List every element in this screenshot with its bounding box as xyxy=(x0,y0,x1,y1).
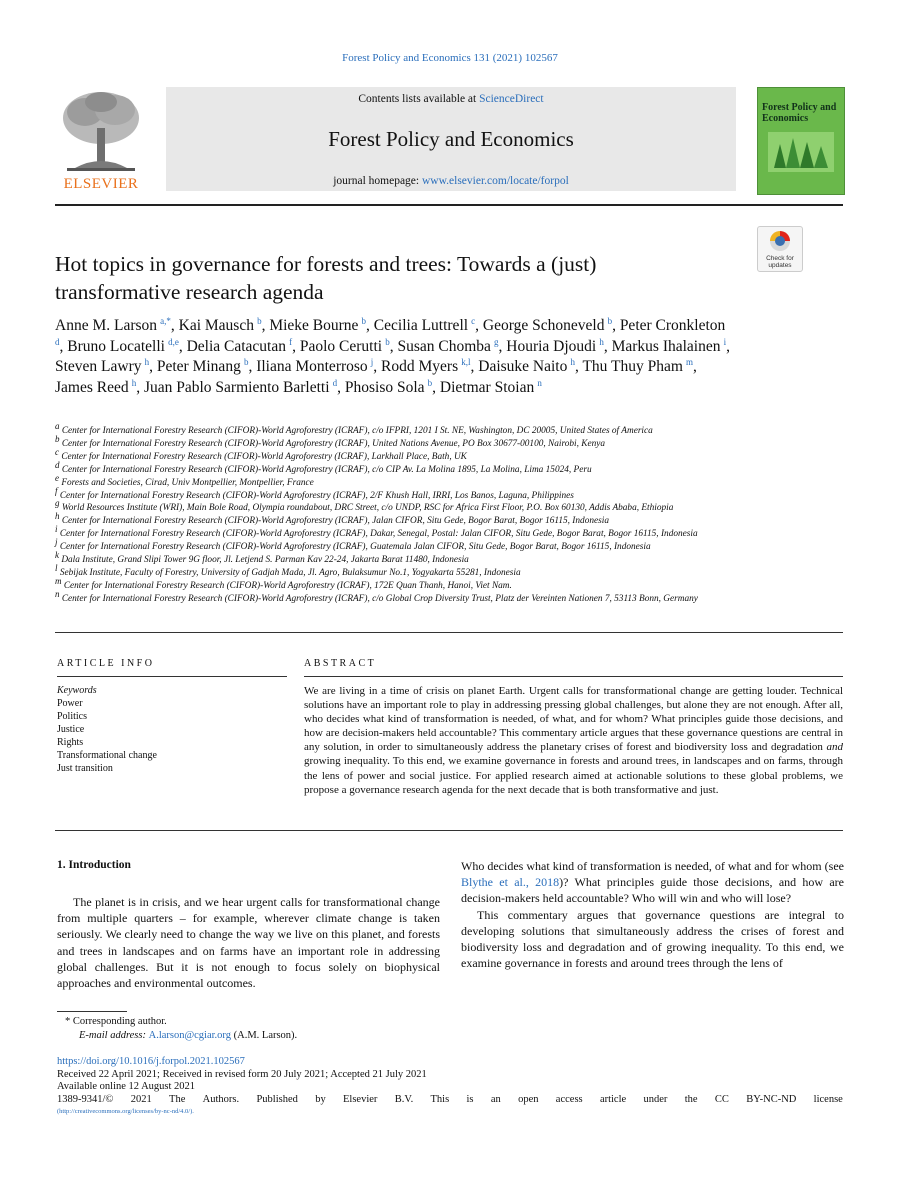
affiliation-text: Center for International Forestry Research (CIFOR)-World Agroforestry (ICRAF), Guatemala Jalan CIFOR, Situ Gede, Bogor Barat, Bogor 16115, Indonesia xyxy=(57,542,651,553)
author-entry xyxy=(55,379,136,396)
affiliation-text: Sebijak Institute, Faculty of Forestry, University of Gadjah Mada, Jl. Agro, Bulaksumur No.1, Yogyakarta 55281, Indonesia xyxy=(57,567,521,578)
author-name: Mieke Bourne xyxy=(269,317,359,334)
author-affiliation-marker[interactable]: j xyxy=(370,356,374,367)
author-name: Markus Ihalainen xyxy=(611,337,721,355)
affiliation-item xyxy=(55,472,855,490)
author-entry xyxy=(300,338,390,355)
author-entry xyxy=(582,358,693,375)
journal-citation[interactable]: Forest Policy and Economics 131 (2021) 102567 xyxy=(342,52,558,64)
affiliation-text: Center for International Forestry Research (CIFOR)-World Agroforestry (ICRAF), c/o IFPRI, 1201 I St. NE, Washington, DC 20005, United States of America xyxy=(59,426,653,436)
intro-paragraph: The planet is in crisis, and we hear urgent calls for transformational change from multiple quarters – for example, wherever climate change is taken seriously. We clearly need to change the way we live on this planet, and forests and trees in landscapes and on farms have an important role in addressing global challenges. But it is not enough to focus solely on biophysical approaches and environmental outcomes. xyxy=(57,895,440,991)
author-affiliation-marker[interactable]: b xyxy=(257,315,262,326)
author-affiliation-marker[interactable]: m xyxy=(686,356,694,367)
author-affiliation-marker[interactable]: f xyxy=(289,336,293,347)
author-name: Delia Catacutan xyxy=(186,337,286,355)
author-entry xyxy=(506,338,604,355)
cover-title: Forest Policy and Economics xyxy=(762,102,837,124)
author-list: Anne M. Larson $^{a,*}$, Kai Mausch $^b$, Mieke Bourne $^b$, Cecilia Luttrell $^c$, George Schoneveld $^b$, Peter Cronkleton $^d$, Bruno Locatelli $^{d,e}$, Delia Catacutan $^f$, Paolo Cerutti $^b$, Susan Chomba $^g$, Houria Djoudi $^h$, Markus Ihalainen $^i$, Steven Lawry $^h$, Peter Minang $^b$, Iliana Monterroso $^j$, Rodd Myers $^{k,l}$, Daisuke Naito $^h$, Thu Thuy Pham $^m$, James Reed $^h$, Juan Pablo Sarmiento Barletti $^d$, Phosiso Sola $^b$, Dietmar Stoian $^n$ xyxy=(55,315,730,396)
author-entry xyxy=(55,317,171,334)
affiliation-item xyxy=(55,511,855,528)
license-word: 1389-9341/© xyxy=(57,1093,114,1105)
keyword: Transformational change xyxy=(57,750,157,761)
author-entry xyxy=(381,358,470,375)
author-name: Daisuke Naito xyxy=(478,358,568,375)
author-affiliation-marker[interactable]: b xyxy=(243,356,249,367)
article-title: Hot topics in governance for forests and trees: Towards a (just) transformative research agenda xyxy=(55,252,597,304)
journal-cover-image xyxy=(757,87,845,195)
author-name: Rodd Myers xyxy=(381,358,459,375)
author-affiliation-marker[interactable]: d,e xyxy=(168,336,179,347)
affiliation-letter: c xyxy=(55,446,59,457)
article-info-rule xyxy=(57,676,287,677)
author-name: Thu Thuy Pham xyxy=(582,358,683,375)
author-entry xyxy=(345,379,432,396)
author-affiliation-marker[interactable]: b xyxy=(427,377,433,388)
author-entry xyxy=(157,358,249,375)
affiliation-letter: f xyxy=(55,485,58,496)
license-word: the xyxy=(684,1093,698,1105)
section-rule xyxy=(55,632,843,633)
affiliation-item xyxy=(55,549,855,567)
author-affiliation-marker[interactable]: d xyxy=(332,377,338,388)
author-affiliation-marker[interactable]: b xyxy=(361,315,367,326)
affiliation-letter: k xyxy=(55,549,59,560)
contents-line: Contents lists available at ScienceDirect xyxy=(358,93,544,105)
author-entry xyxy=(144,379,337,396)
license-line xyxy=(57,1094,843,1107)
author-name: George Schoneveld xyxy=(482,317,605,334)
affiliation-item xyxy=(55,420,855,438)
article-info-heading: ARTICLE INFO xyxy=(57,658,155,669)
affiliation-text: Center for International Forestry Research (CIFOR)-World Agroforestry (ICRAF), 2/F Khush Hall, IRRI, Los Banos, Laguna, Philippines xyxy=(57,490,574,501)
affiliation-text: Forests and Societies, Cirad, Univ Montpellier, Montpellier, France xyxy=(59,477,314,488)
license-word: article xyxy=(599,1093,627,1105)
author-name: Bruno Locatelli xyxy=(67,337,165,355)
abstract-heading: ABSTRACT xyxy=(304,658,377,669)
author-name: Steven Lawry xyxy=(55,358,142,375)
license-word: This xyxy=(430,1093,450,1105)
author-affiliation-marker[interactable]: h xyxy=(599,336,604,347)
author-entry xyxy=(67,338,179,355)
blythe-citation-link[interactable]: Blythe et al., 2018 xyxy=(461,875,560,890)
license-word: by xyxy=(315,1093,326,1105)
journal-masthead xyxy=(166,87,736,191)
license-word: access xyxy=(555,1093,583,1105)
affiliation-letter: h xyxy=(55,511,60,522)
header-rule xyxy=(55,204,843,206)
email-line: E-mail address: A.larson@cgiar.org (A.M. Larson). xyxy=(79,1030,298,1041)
article-footer xyxy=(57,1056,843,1119)
affiliation-item xyxy=(55,562,855,580)
author-name: James Reed xyxy=(55,378,129,396)
footnote-rule xyxy=(57,1011,127,1012)
received-dates: Received 22 April 2021; Received in revised form 20 July 2021; Accepted 21 July 2021 xyxy=(57,1068,427,1080)
author-entry xyxy=(440,379,542,396)
author-name: Dietmar Stoian xyxy=(439,378,535,396)
affiliation-text: Center for International Forestry Research (CIFOR)-World Agroforestry (ICRAF), Larkhall Place, Bath, UK xyxy=(59,451,467,462)
author-entry xyxy=(374,317,475,334)
author-name: Phosiso Sola xyxy=(344,378,425,396)
author-affiliation-marker[interactable]: g xyxy=(494,336,499,347)
intro-right-column xyxy=(461,858,844,971)
affiliation-letter: g xyxy=(55,498,60,509)
affiliation-text: Center for International Forestry Research (CIFOR)-World Agroforestry (ICRAF), 172E Quan Thanh, Hanoi, Viet Nam. xyxy=(61,580,512,591)
affiliation-item xyxy=(55,433,855,451)
sciencedirect-link[interactable]: ScienceDirect xyxy=(479,93,544,105)
author-entry xyxy=(397,338,498,355)
license-url-link[interactable]: (http://creativecommons.org/licenses/by-nc-nd/4.0/). xyxy=(57,1108,194,1115)
license-word: CC xyxy=(714,1093,729,1105)
affiliation-item xyxy=(55,459,855,477)
affiliation-text: Center for International Forestry Research (CIFOR)-World Agroforestry (ICRAF), Jalan CIFOR, Situ Gede, Bogor Barat, Bogor 16115, Indonesia xyxy=(59,516,609,527)
affiliation-letter: a xyxy=(55,420,60,431)
author-name: Peter Minang xyxy=(156,358,241,375)
license-word: open xyxy=(518,1093,539,1105)
affiliation-letter: j xyxy=(55,537,58,548)
doi-link[interactable]: https://doi.org/10.1016/j.forpol.2021.102567 xyxy=(57,1056,245,1067)
author-name: Cecilia Luttrell xyxy=(373,317,469,334)
homepage-line: journal homepage: www.elsevier.com/locate/forpol xyxy=(333,175,569,187)
author-name: Paolo Cerutti xyxy=(299,337,383,355)
footnote xyxy=(57,1015,297,1043)
author-affiliation-marker[interactable]: k,l xyxy=(461,356,471,367)
keywords-block xyxy=(57,684,287,775)
affiliation-list xyxy=(55,420,855,606)
author-entry xyxy=(269,317,366,334)
keyword-list xyxy=(57,697,287,775)
author-name: Kai Mausch xyxy=(178,317,254,334)
author-entry xyxy=(187,338,293,355)
author-affiliation-marker[interactable]: h xyxy=(144,356,150,367)
license-word: BY-NC-ND xyxy=(746,1093,797,1105)
affiliation-item xyxy=(55,537,855,554)
affiliation-letter: e xyxy=(55,472,59,483)
license-word: Published xyxy=(256,1093,298,1105)
license-word: Authors. xyxy=(202,1093,240,1105)
corresponding-author-note: * Corresponding author. xyxy=(65,1016,167,1027)
license-word: license xyxy=(813,1093,843,1105)
author-affiliation-marker[interactable]: d xyxy=(55,336,60,347)
introduction-heading: 1. Introduction xyxy=(57,859,131,871)
intro-paragraph: This commentary argues that governance questions are integral to developing solutions that simultaneously address the crises of forest and biodiversity loss and degradation and of growing inequality. To this end, we examine governance in forests and around trees through the lens of xyxy=(461,907,844,971)
author-name: Susan Chomba xyxy=(397,337,491,355)
affiliation-item xyxy=(55,524,855,541)
author-name: Anne M. Larson xyxy=(55,317,158,334)
author-entry xyxy=(612,338,727,355)
author-affiliation-marker[interactable]: c xyxy=(471,315,476,326)
keyword: Power xyxy=(57,698,83,709)
author-affiliation-marker[interactable]: h xyxy=(131,377,137,388)
crossmark-icon xyxy=(769,230,791,252)
author-name: Iliana Monterroso xyxy=(256,358,368,375)
affiliation-item xyxy=(55,446,855,464)
author-affiliation-marker[interactable]: a,* xyxy=(160,315,171,326)
license-word: 2021 xyxy=(130,1093,152,1105)
abstract-bottom-rule xyxy=(55,830,843,831)
publisher-name: ELSEVIER xyxy=(63,176,139,192)
affiliation-letter: m xyxy=(55,575,62,586)
license-word: Elsevier xyxy=(343,1093,378,1105)
author-affiliation-marker[interactable]: h xyxy=(570,356,575,367)
keyword: Justice xyxy=(57,724,85,735)
affiliation-text: Dala Institute, Grand Slipi Tower 9G floor, Jl. Letjend S. Parman Kav 22-24, Jakarta Barat 11480, Indonesia xyxy=(59,555,469,566)
affiliation-letter: n xyxy=(55,588,60,599)
affiliation-item xyxy=(55,575,855,593)
affiliation-letter: b xyxy=(55,433,60,444)
abstract-rule xyxy=(304,676,843,677)
keyword: Politics xyxy=(57,711,88,722)
affiliation-text: World Resources Institute (WRI), Main Bole Road, Olympia roundabout, DRC Street, c/o UNDP, RSC for Africa First Floor, P.O. Box 60130, Addis Ababa, Ethiopia xyxy=(59,503,674,514)
abstract-text: We are living in a time of crisis on planet Earth. Urgent calls for transformational change are getting louder. Technical solutions have an important role to play in addressing pressing global challenges, but alone they are not enough. After all, who decides what kind of transformation is needed, of what, and for whom? What principles guide those decisions, and how are decision-makers held accountable? This commentary article argues that these governance questions are central in any solution, in order to simultaneously address the planetary crises of forest and biodiversity loss and degradation and growing inequality. To this end, we examine governance in forests and around trees, in landscapes and on farms, through the lens of power and social justice. For applied research aimed at actionable solutions to these global problems, we propose a governance research agenda for the next decade that is both transformative and just. xyxy=(304,685,843,796)
keywords-label: Keywords xyxy=(57,685,97,696)
email-link[interactable]: A.larson@cgiar.org xyxy=(148,1030,231,1041)
affiliation-text: Center for International Forestry Research (CIFOR)-World Agroforestry (ICRAF), United Nations Avenue, PO Box 30677-00100, Nairobi, Kenya xyxy=(59,438,606,449)
license-word: B.V. xyxy=(394,1093,414,1105)
affiliation-text: Center for International Forestry Research (CIFOR)-World Agroforestry (ICRAF), Dakar, Senegal, Postal: Jalan CIFOR, Situ Gede, Bogor Barat, Bogor 16115, Indonesia xyxy=(57,529,698,540)
author-affiliation-marker[interactable]: b xyxy=(385,336,390,347)
author-entry xyxy=(55,358,149,375)
available-online: Available online 12 August 2021 xyxy=(57,1081,196,1092)
author-name: Houria Djoudi xyxy=(506,337,597,355)
affiliation-text: Center for International Forestry Research (CIFOR)-World Agroforestry (ICRAF), c/o CIP Av. La Molina 1895, La Molina, Lima 15024, Peru xyxy=(59,464,592,475)
license-word: The xyxy=(169,1093,186,1105)
author-affiliation-marker[interactable]: n xyxy=(537,377,542,388)
author-affiliation-marker[interactable]: i xyxy=(723,336,727,347)
affiliation-letter: i xyxy=(55,524,58,535)
license-word: under xyxy=(643,1093,668,1105)
author-entry xyxy=(179,317,262,334)
affiliation-item xyxy=(55,485,855,503)
author-entry xyxy=(256,358,373,375)
affiliation-letter: l xyxy=(55,562,58,573)
author-entry xyxy=(478,358,575,375)
journal-homepage-link[interactable]: www.elsevier.com/locate/forpol xyxy=(421,175,569,187)
affiliation-item xyxy=(55,498,855,515)
author-name: Peter Cronkleton xyxy=(619,317,726,334)
intro-paragraph-continued: Who decides what kind of transformation is needed, of what and for whom (see Blythe et al., 2018)? What principles guide those decisions, and how are decision-makers held accountable? Who will win and who will lose? xyxy=(461,859,845,906)
affiliation-letter: d xyxy=(55,459,60,470)
affiliation-item xyxy=(55,588,855,606)
license-word: is xyxy=(466,1093,474,1105)
keyword: Just transition xyxy=(57,763,113,774)
author-entry xyxy=(483,317,612,334)
author-affiliation-marker[interactable]: b xyxy=(607,315,613,326)
keyword: Rights xyxy=(57,737,84,748)
intro-left-column xyxy=(57,894,440,991)
journal-name: Forest Policy and Economics xyxy=(328,127,574,151)
check-for-updates-button[interactable]: Check for updates xyxy=(757,226,803,272)
cover-forest-icon xyxy=(768,132,834,172)
affiliation-text: Center for International Forestry Research (CIFOR)-World Agroforestry (ICRAF), c/o Global Crop Diversity Trust, Platz der Vereinten Nationen 7, 53113 Bonn, Germany xyxy=(59,593,698,604)
author-name: Juan Pablo Sarmiento Barletti xyxy=(143,378,330,396)
elsevier-tree-icon xyxy=(55,88,147,174)
license-word: an xyxy=(490,1093,501,1105)
